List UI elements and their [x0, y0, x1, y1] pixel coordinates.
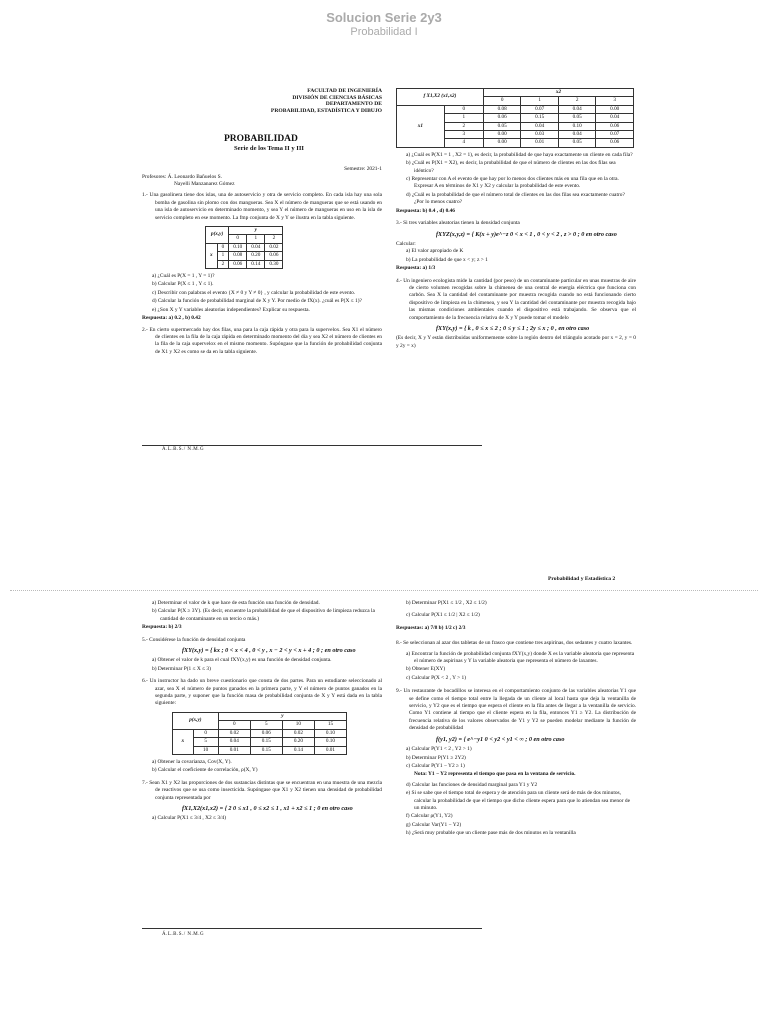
table-cell: 5: [193, 738, 218, 746]
table-cell: 1: [444, 114, 483, 122]
table-cell: 0.02: [265, 243, 283, 251]
table-cell: 0: [193, 729, 218, 737]
document-title: Solucion Serie 2y3: [326, 10, 442, 25]
page1-right-column: [396, 88, 636, 353]
question-2a: a) ¿Cuál es P(X1 = 1 , X2 = 1), es decir, la probabilidad de que haya exactamente un cliente en cada fila?: [406, 151, 633, 158]
table1-corner: p(x,y): [206, 227, 229, 244]
page2-footer: Á.L.B.S./ N.M.G: [162, 932, 205, 937]
question-8: 8.- Se seleccionan al azar dos tabletas de un frasco que contiene tres aspirinas, dos sedantes y cuatro laxantes.: [396, 640, 633, 647]
table-cell: 0.04: [558, 105, 596, 113]
joint-pmf-table-2: [396, 88, 634, 148]
question-3b: b) La probabilidad de que x < y; z > 1: [406, 256, 488, 263]
answer-7: Respuestas: a) 7/8 b) 1/2 c) 2/3: [396, 624, 466, 631]
question-5b: b) Determinar P(1 ≤ X ≤ 3): [152, 665, 211, 672]
table1-y-label: y: [229, 227, 283, 235]
table1-col-header: 0: [229, 235, 247, 243]
table-cell: 10: [193, 746, 218, 754]
formula-3: fXYZ(x,y,z) = { K(x + y)e^−z 0 < x < 1 , 0 < y < 2 , z > 0 ; 0 en otro caso: [436, 230, 617, 238]
series-title: Serie de los Tema II y III: [234, 144, 304, 152]
table-row: [397, 105, 634, 113]
question-2b: b) ¿Cuál es P(X1 = X2), es decir, la probabilidad de que el número de clientes en las dos filas sea idéntico?: [406, 160, 616, 174]
question-3: 3.- Si tres variables aleatorias tienen la densidad conjunta: [396, 220, 520, 227]
table-cell: 0.06: [483, 114, 521, 122]
table-cell: 0: [444, 105, 483, 113]
table-cell: 0.20: [247, 252, 265, 260]
table2-corner: f X1,X2 (x1,x2): [397, 89, 484, 106]
table-cell: 0.04: [247, 243, 265, 251]
table-cell: 0.20: [282, 738, 314, 746]
question-8a: a) Encontrar la función de probabilidad conjunta fXY(x,y) donde X es la variable aleatoria que representa el número de aspirinas y Y la variable aleatoria que representa el número de laxantes.: [406, 650, 635, 665]
document-subtitle: Probabilidad I: [350, 26, 418, 38]
table3-col-header: 5: [250, 721, 282, 729]
table-cell: 0.02: [282, 729, 314, 737]
question-6b: b) Calcular el coeficiente de correlación, ρ(X, Y): [152, 767, 258, 774]
question-4b: b) Calcular P(X ≥ 3Y). (Es decir, encuentre la probabilidad de que el dispositivo de limpieza reduzca la cantidad de contaminante en un tercio o más.): [152, 608, 375, 622]
calculate-label: Calcular:: [396, 240, 416, 247]
table1-col-header: 2: [265, 235, 283, 243]
table-cell: 0.04: [558, 131, 596, 139]
answer-3: Respuesta: a) 1/3: [396, 265, 436, 272]
table-cell: 1: [217, 252, 229, 260]
question-2d: d) ¿Cuál es la probabilidad de que el número total de clientes en las dos filas sea exactamente cuatro? ¿Por lo menos cuatro?: [406, 191, 625, 206]
page1-footer: Á.L.B.S./ N.M.G: [162, 447, 205, 452]
table-cell: 4: [444, 139, 483, 147]
formula-7: fX1,X2(x1,x2) = { 2 0 ≤ x1 , 0 ≤ x2 ≤ 1 , x1 + x2 ≤ 1 ; 0 en otro caso: [182, 804, 353, 812]
table-row: [206, 252, 283, 260]
question-1: 1.- Una gasolinera tiene dos islas, una de autoservicio y otra de servicio completo. En cada isla hay una sola bomba de gasolina sin plomo con dos mangueras. Sea X el número de mangueras que se está usando en una isla de autoservicio en determinado momento, y sea Y el número de mangueras en uso en la isla de servicio completo en ese momento. La fmp conjunta de X y Y se ilustra en la tabla siguiente.: [142, 192, 382, 221]
question-9a: a) Calcular P(Y1 < 2 , Y2 > 1): [406, 746, 472, 753]
table2-x2-label: x2: [483, 89, 633, 97]
table-cell: 0.01: [218, 746, 250, 754]
table-cell: 0.07: [596, 131, 634, 139]
table-cell: 0.10: [314, 738, 346, 746]
table-cell: 0.10: [229, 243, 247, 251]
table-cell: 0.14: [282, 746, 314, 754]
table2-col-header: 0: [483, 97, 521, 105]
table-cell: 0.00: [596, 105, 634, 113]
page2-right-column: [396, 600, 636, 839]
course-title: PROBABILIDAD: [224, 134, 298, 145]
page-separator: [10, 590, 758, 591]
table-cell: 0.14: [247, 260, 265, 268]
page2-header: Probabilidad y Estadística 2: [548, 576, 616, 582]
table-cell: 0.06: [596, 139, 634, 147]
table1-x-label: x: [206, 243, 218, 268]
table-cell: 0.08: [229, 252, 247, 260]
table-cell: 0.05: [483, 122, 521, 130]
question-8c: c) Calcular P(X < 2 , Y > 1): [406, 674, 467, 681]
table-cell: 0.01: [521, 139, 559, 147]
table-cell: 2: [217, 260, 229, 268]
table-cell: 0.10: [558, 122, 596, 130]
question-3a: a) El valor apropiado de K: [406, 248, 464, 255]
table-row: [206, 260, 283, 268]
table1-col-header: 1: [247, 235, 265, 243]
table-cell: 2: [444, 122, 483, 130]
question-4a: a) Determinar el valor de k que hace de esta función una función de densidad.: [152, 600, 320, 606]
table-cell: 0.05: [558, 139, 596, 147]
table-cell: 0.00: [483, 131, 521, 139]
table3-corner: p(x,y): [173, 712, 219, 729]
table-row: [173, 738, 347, 746]
question-9g: g) Calcular Var(Y1 − Y2): [406, 821, 462, 828]
page2-left-column: [142, 600, 382, 824]
table-cell: 0.04: [596, 114, 634, 122]
semester: Semestre: 2021-1: [344, 166, 382, 173]
table-cell: 0.06: [265, 252, 283, 260]
question-6: 6.- Un instructor ha dado un breve cuestionario que consta de dos partes. Para un estudiante seleccionado al azar, sea X el número de puntos ganados en la primera parte, y Y el número de puntos ganados en la segunda parte, y suponer que la función masa de probabilidad conjunta de X y Y está dada en la tabla siguiente:: [142, 678, 382, 707]
faculty-line: FACULTAD DE INGENIERÍA: [307, 88, 382, 94]
question-5: 5.- Considérese la función de densidad conjunta: [142, 636, 246, 643]
department-name-line: PROBABILIDAD, ESTADÍSTICA Y DIBUJO: [270, 107, 382, 114]
question-9: 9.- Un restaurante de bocadillos se interesa en el comportamiento conjunto de las variables aleatorias Y1 que se define como el tiempo total entre la llegada de un cliente al local hasta que deja la ventanilla de servicio, y Y2 que es el tiempo que espera el cliente en la fila antes de llegar a la ventanilla de servicio. Como Y1 contiene al tiempo que el cliente espera en la fila, entonces Y1 ≥ Y2. La distribución de frecuencia relativa de los valores observados de Y1 y Y2 se pueden modelar mediante la función de densidad de probabilidad: [396, 688, 636, 732]
table-cell: 0.30: [265, 260, 283, 268]
formula-9: f(y1, y2) = { e^−y1 0 < y2 < y1 < ∞ ; 0 en otro caso: [436, 735, 565, 743]
question-9c: c) Calcular P(Y1 − Y2 ≥ 1): [406, 762, 465, 769]
question-9e: e) Si se sabe que el tiempo total de espera y de atención para un cliente será de más de dos minutos, calcular la probabilidad de que el tiempo que dicho cliente espera para que lo atiendan sea menor de un minuto.: [406, 790, 630, 811]
question-4-clarification: (Es decir, X y Y están distribuidas uniformemente sobre la región dentro del triángulo acotado por x = 2, y = 0 y 2y = x): [396, 335, 636, 349]
table-cell: 0.15: [521, 114, 559, 122]
question-4: 4.- Un ingeniero ecologista mide la cantidad (por peso) de un contaminante particular en unas muestras de aire de cierto volumen recogidas sobre la chimenea de una central de energía eléctrica que funciona con carbón. Sea X la cantidad del contaminante por muestra recogida cuando no está funcionando cierto dispositivo de limpieza en la chimenea, y sea Y la cantidad del contaminante por muestra recogida bajo las mismas condiciones ambientales cuando el dispositivo está trabajando. Se observa que el comportamiento de la frecuencia relativa de X y Y puede tomar el modelo: [396, 277, 636, 321]
table-cell: 0.06: [596, 122, 634, 130]
table3-y-label: y: [218, 712, 346, 720]
question-7a: a) Calcular P(X1 ≤ 3/4 , X2 ≤ 3/4): [152, 815, 227, 822]
formula-5: fXY(x,y) = { kx ; 0 < x < 4 , 0 < y , x − 2 < y < x + 4 ; 0 ; en otro caso: [182, 647, 356, 655]
table-cell: 0.08: [483, 105, 521, 113]
question-8b: b) Obtener E(XY): [406, 666, 446, 673]
question-9h: h) ¿Será muy probable que un cliente pase más de dos minutos en la ventanilla: [406, 830, 576, 837]
table-cell: 3: [444, 131, 483, 139]
question-1e: e) ¿Son X y Y variables aleatorias independientes? Explicar su respuesta.: [152, 306, 310, 313]
question-5a: a) Obtener el valor de k para el cual fXY(x,y) es una función de densidad conjunta.: [152, 657, 332, 664]
table-cell: 0.15: [250, 738, 282, 746]
professor-2: Nayelli Manzanarez Gómez: [174, 181, 235, 187]
table2-col-header: 1: [521, 97, 559, 105]
question-1c: c) Describir con palabras el evento {X ≠ 0 y Y ≠ 0} , y calcular la probabilidad de este evento.: [152, 289, 356, 296]
question-9-note: Nota: Y1 − Y2 representa el tiempo que pasa en la ventana de servicio.: [414, 771, 576, 778]
table-cell: 0.04: [218, 738, 250, 746]
question-9d: d) Calcular las funciones de densidad marginal para Y1 y Y2: [406, 781, 538, 788]
table2-col-header: 2: [558, 97, 596, 105]
table-row: [173, 746, 347, 754]
table-cell: 0.06: [250, 729, 282, 737]
table-cell: 0.03: [521, 131, 559, 139]
answer-1: Respuesta: a) 0.2 , b) 0.42: [142, 315, 201, 322]
division-line: DIVISIÓN DE CIENCIAS BÁSICAS: [292, 94, 382, 101]
table2-x1-label: x1: [397, 105, 445, 147]
table-cell: 0.07: [521, 105, 559, 113]
table-cell: 0.15: [250, 746, 282, 754]
table-cell: 0.06: [229, 260, 247, 268]
answer-4: Respuesta: b) 2/3: [142, 624, 182, 631]
table-cell: 0.01: [314, 746, 346, 754]
question-9b: b) Determinar P(Y1 ≥ 2Y2): [406, 754, 466, 761]
joint-pmf-table-3: [172, 712, 347, 755]
table-cell: 0.05: [558, 114, 596, 122]
table3-col-header: 15: [314, 721, 346, 729]
joint-pmf-table-1: [205, 226, 283, 269]
table-cell: 0.04: [521, 122, 559, 130]
page1-left-column: [142, 88, 382, 359]
table2-col-header: 3: [596, 97, 634, 105]
table3-col-header: 0: [218, 721, 250, 729]
table-cell: 0.00: [483, 139, 521, 147]
question-7c: c) Calcular P(X1 ≤ 1/2 | X2 ≤ 1/2): [406, 612, 480, 619]
question-1b: b) Calcular P(X ≤ 1 , Y ≤ 1).: [152, 281, 214, 288]
question-1a: a) ¿Cuál es P(X = 1 , Y = 1)?: [152, 273, 215, 280]
page1-footer-rule: [142, 445, 482, 446]
table3-col-header: 10: [282, 721, 314, 729]
table-cell: 0.02: [218, 729, 250, 737]
question-2: 2.- En cierto supermercado hay dos filas, una para la caja rápida y otra para la supervelox. Sea X1 el número de clientes en la fila de la caja rápida en determinado momento del día y sea X2 el número de clientes en la fila de la caja supervelox en el mismo momento. Supóngase que la función de probabilidad conjunta de X1 y X2 es como se da en la tabla siguiente.: [142, 326, 382, 355]
table-row: [206, 243, 283, 251]
question-7b: b) Determinar P(X1 ≤ 1/2 , X2 ≤ 1/2): [406, 600, 487, 606]
table-row: [173, 729, 347, 737]
question-1d: d) Calcular la función de probabilidad marginal de X y Y. Por medio de fX(x). ¿cuál es P(X ≤ 1)?: [152, 298, 362, 305]
question-9f: f) Calcular ρ(Y1, Y2): [406, 813, 453, 820]
question-7: 7.- Sean X1 y X2 las proporciones de dos sustancias distintas que se encuentran en una muestra de una mezcla de reactivos que se usa como insecticida. Supóngase que X1 y X2 tienen una densidad de probabilidad conjunta representada por: [142, 779, 382, 801]
table3-x-label: x: [173, 729, 194, 754]
page2-footer-rule: [142, 928, 482, 929]
table-cell: 0: [217, 243, 229, 251]
department-line: DEPARTAMENTO DE: [325, 101, 382, 108]
question-6a: a) Obtener la covarianza, Cov(X, Y).: [152, 758, 232, 765]
table-cell: 0.10: [314, 729, 346, 737]
question-2c: c) Representar con A el evento de que hay por lo menos dos clientes más en una fila que en la otra. Expresar A en términos de X1 y X2 y calcular la probabilidad de este evento.: [406, 176, 619, 190]
formula-4: fXY(x,y) = { k , 0 ≤ x ≤ 2 ; 0 ≤ y ≤ 1 ; 2y ≤ x ; 0 , en otro caso: [436, 324, 590, 332]
answer-2: Respuesta: b) 0.4 , d) 0.46: [396, 207, 455, 214]
professor-1: Profesores: Á. Leonardo Bañuelos S.: [142, 173, 222, 180]
